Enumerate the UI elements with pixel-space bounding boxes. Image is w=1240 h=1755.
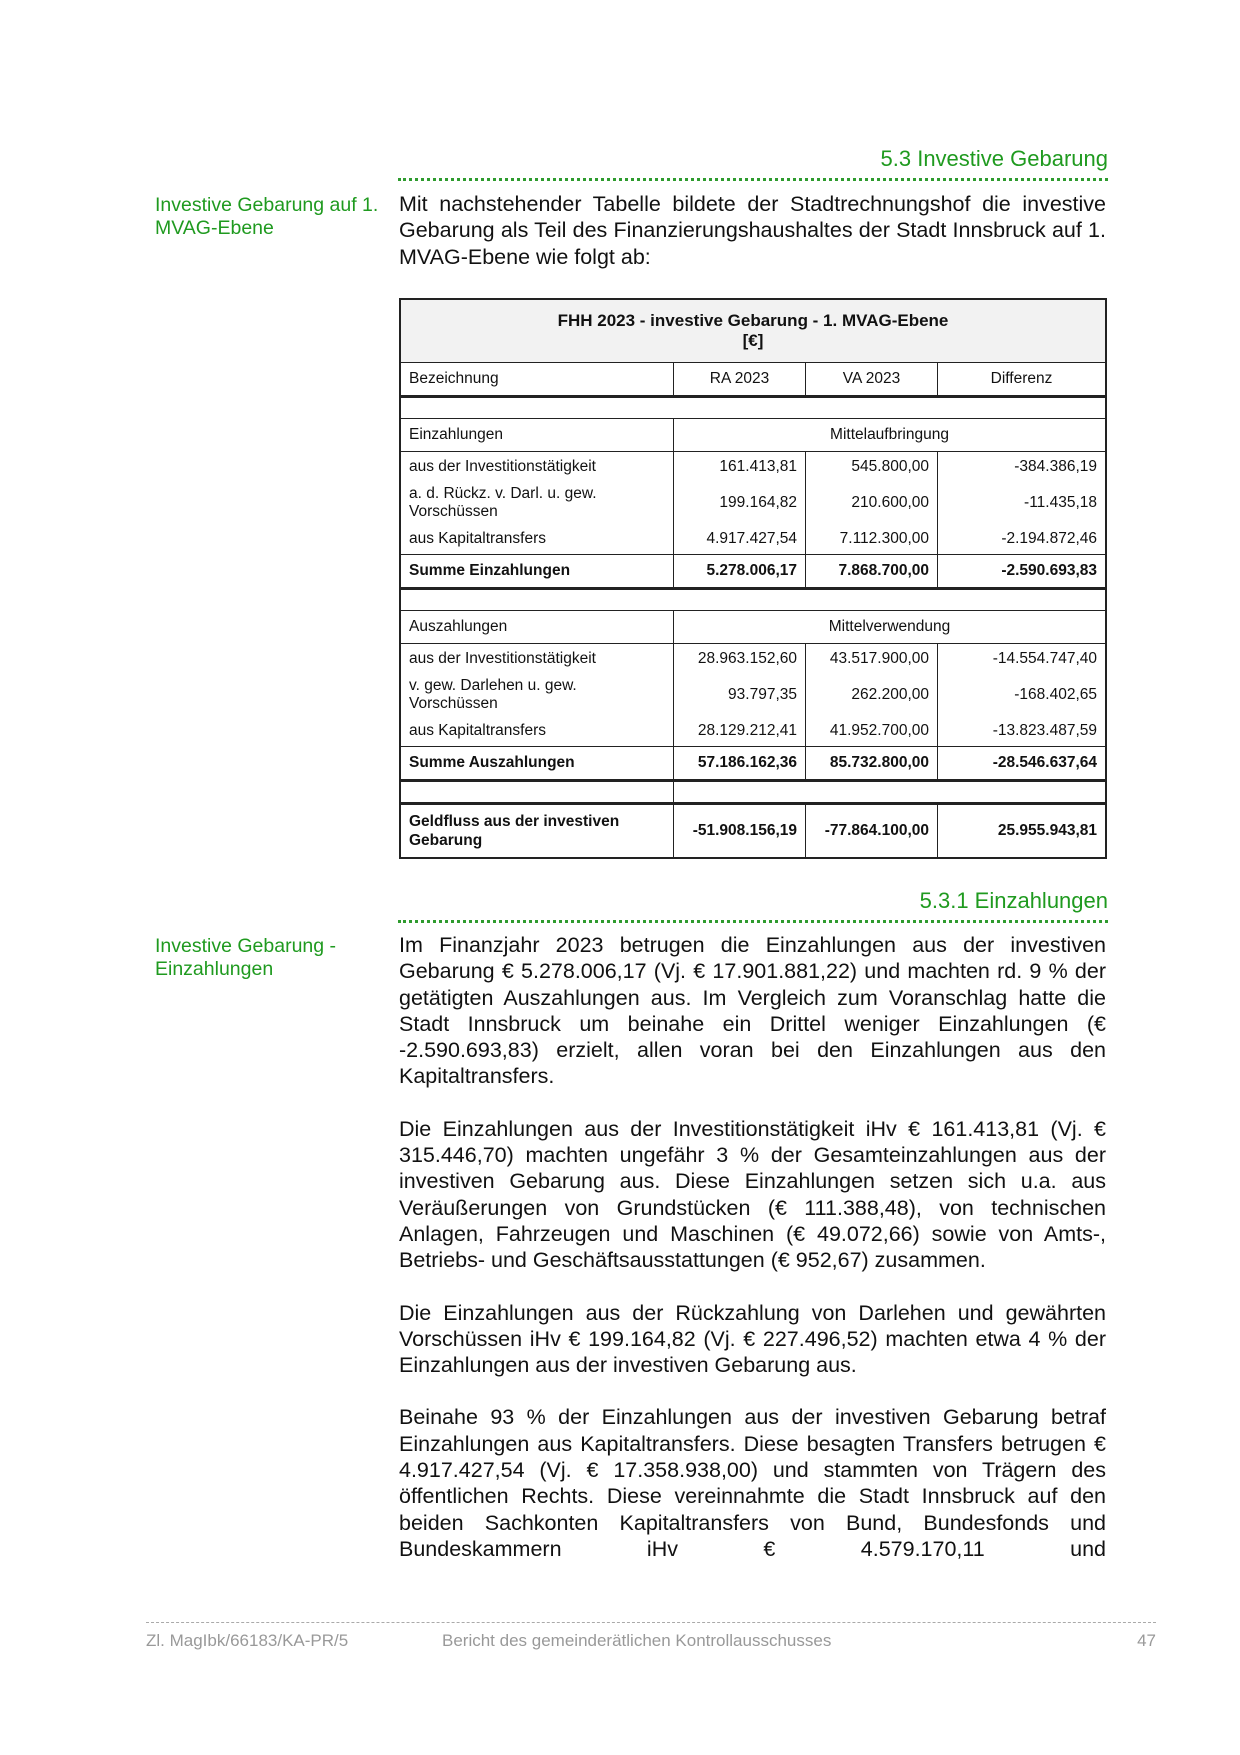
- header-cell: RA 2023: [674, 363, 806, 397]
- header-cell: VA 2023: [806, 363, 938, 397]
- body-text: [399, 932, 1106, 1588]
- table-row: aus der Investitionstätigkeit 28.963.152,60 43.517.900,00 -14.554.747,40: [400, 644, 1106, 675]
- table-row: aus der Investitionstätigkeit 161.413,81 545.800,00 -384.386,19: [400, 452, 1106, 483]
- margin-note: Investive Gebarung - Einzahlungen: [155, 935, 337, 980]
- table-row: aus Kapitaltransfers 28.129.212,41 41.952.700,00 -13.823.487,59: [400, 716, 1106, 747]
- page-number: 47: [1137, 1631, 1156, 1650]
- table-title: FHH 2023 - investive Gebarung - 1. MVAG-Ebene [€]: [400, 299, 1106, 363]
- paragraph: Die Einzahlungen aus der Rückzahlung von Darlehen und gewährten Vorschüssen iHv € 199.164,82 (Vj. € 227.496,52) machten etwa 4 % der Einzahlungen aus der investiven Gebarung aus.: [399, 1300, 1106, 1378]
- table-header: [400, 363, 1106, 397]
- table-row: aus Kapitaltransfers 4.917.427,54 7.112.300,00 -2.194.872,46: [400, 524, 1106, 555]
- paragraph: Beinahe 93 % der Einzahlungen aus der investiven Gebarung betraf Einzahlungen aus Kapitaltransfers. Diese besagten Transfers betrugen € 4.917.427,54 (Vj. € 17.358.938,00) und stammten von Trägern des öffentlichen Rechts. Diese vereinnahmte die Stadt Innsbruck auf den beiden Sachkonten Kapitaltransfers von Bund, Bundesfonds und Bundeskammern iHv € 4.579.170,11 und: [399, 1405, 1106, 1561]
- footer: [146, 1622, 1156, 1650]
- margin-note: Investive Gebarung auf 1. MVAG-Ebene: [155, 194, 379, 239]
- sum-row: Summe Auszahlungen 57.186.162,36 85.732.800,00 -28.546.637,64: [400, 747, 1106, 781]
- footer-ref: Zl. MagIbk/66183/KA-PR/5: [146, 1631, 349, 1650]
- header-cell: Differenz: [938, 363, 1107, 397]
- header-cell: Bezeichnung: [400, 363, 674, 397]
- paragraph: Im Finanzjahr 2023 betrugen die Einzahlungen aus der investiven Gebarung € 5.278.006,17 (Vj. € 17.901.881,22) und machten rd. 9 % der getätigten Auszahlungen aus. Im Vergleich zum Voranschlag hatte die Stadt Innsbruck um beinahe ein Drittel weniger Einzahlungen (€ -2.590.693,83) erzielt, allen voran bei den Einzahlungen aus den Kapitaltransfers.: [399, 933, 1106, 1089]
- paragraph: Die Einzahlungen aus der Investitionstätigkeit iHv € 161.413,81 (Vj. € 315.446,70) machten ungefähr 3 % der Gesamteinzahlungen aus der investiven Gebarung aus. Diese Einzahlungen setzen sich u.a. aus Veräußerungen von Grundstücken (€ 111.388,48), von technischen Anlagen, Fahrzeugen und Maschinen (€ 49.072,66) sowie von Amts-, Betriebs- und Geschäftsausstattungen (€ 952,67) zusammen.: [399, 1116, 1106, 1273]
- group-row: Auszahlungen Mittelverwendung: [400, 611, 1106, 644]
- geldfluss-row: Geldfluss aus der investiven Gebarung -51.908.156,19 -77.864.100,00 25.955.943,81: [400, 804, 1106, 859]
- subsection-heading: 5.3.1 Einzahlungen: [398, 888, 1108, 923]
- section-heading: 5.3 Investive Gebarung: [398, 146, 1108, 181]
- table-row: a. d. Rückz. v. Darl. u. gew. Vorschüssen 199.164,82 210.600,00 -11.435,18: [400, 482, 1106, 524]
- group-row: Einzahlungen Mittelaufbringung: [400, 419, 1106, 452]
- sum-row: Summe Einzahlungen 5.278.006,17 7.868.700,00 -2.590.693,83: [400, 555, 1106, 589]
- table-row: v. gew. Darlehen u. gew. Vorschüssen 93.797,35 262.200,00 -168.402,65: [400, 674, 1106, 716]
- footer-title: Bericht des gemeinderätlichen Kontrollausschusses: [442, 1631, 832, 1650]
- intro-text: Mit nachstehender Tabelle bildete der Stadtrechnungshof die investive Gebarung als Teil des Finanzierungshaushaltes der Stadt Innsbruck auf 1. MVAG-Ebene wie folgt ab:: [399, 192, 1106, 269]
- investive-gebarung-table: [399, 298, 1107, 859]
- intro-paragraph: [399, 191, 1106, 296]
